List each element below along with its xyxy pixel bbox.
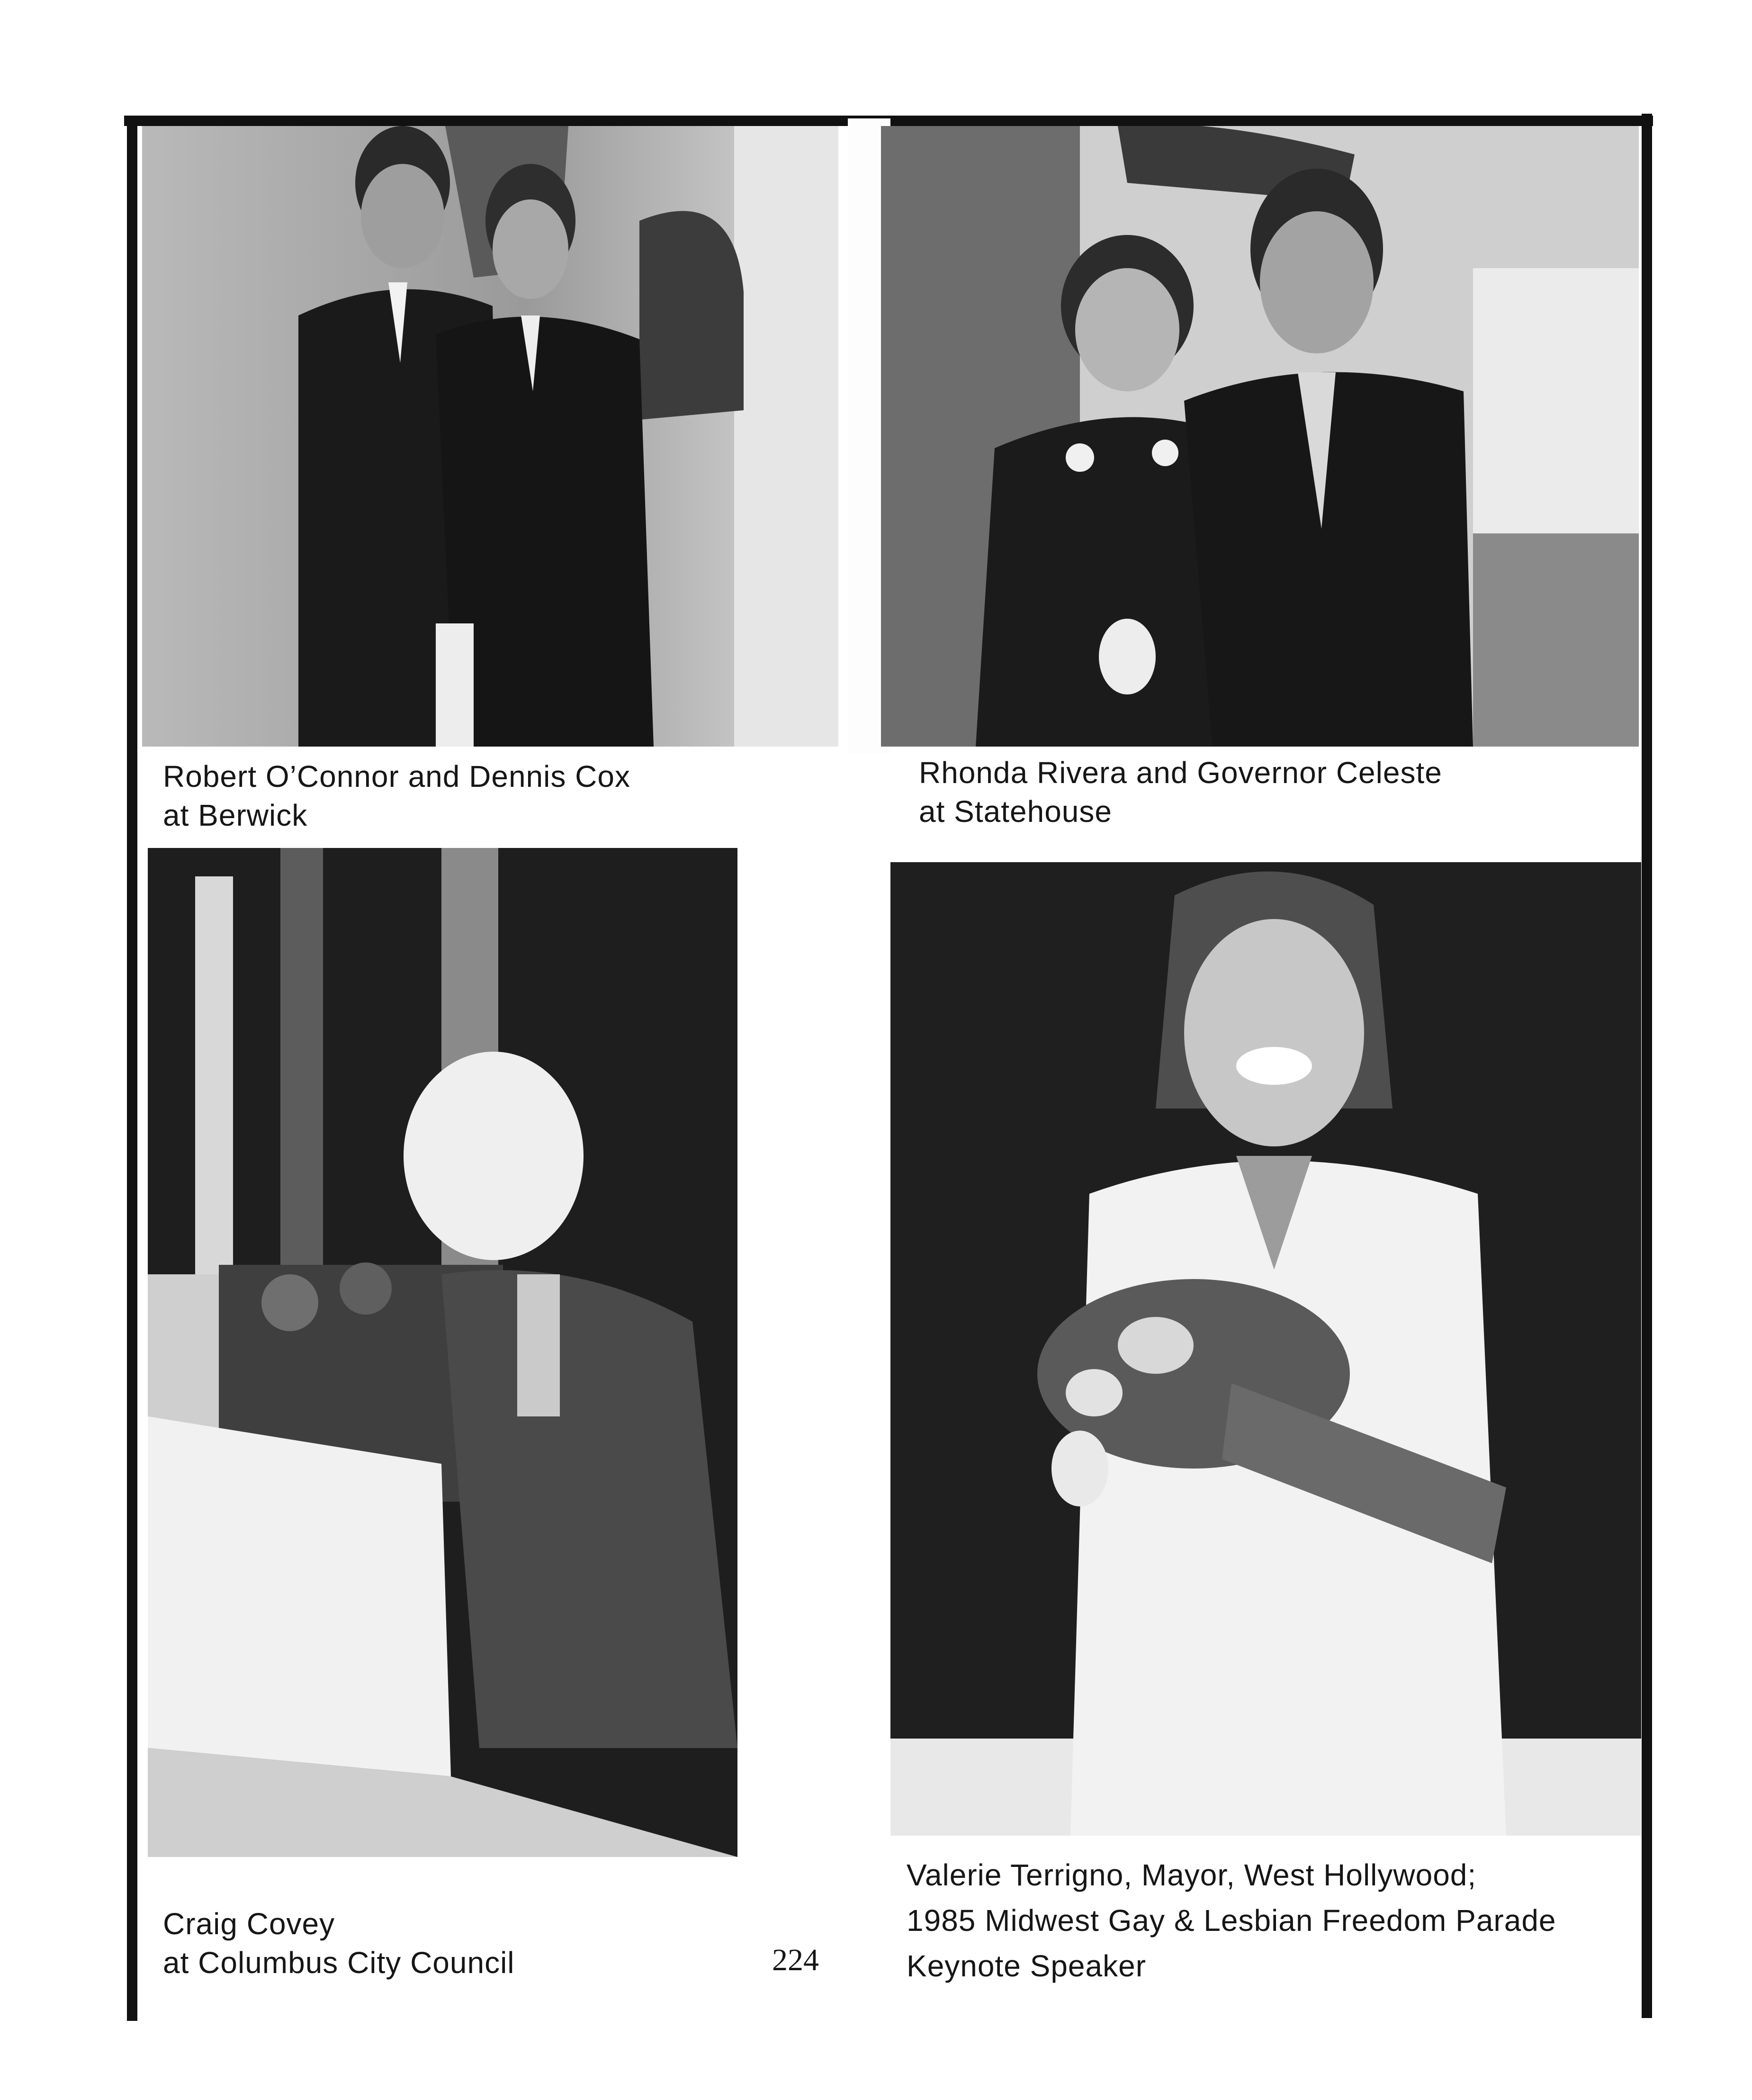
caption-line: 1985 Midwest Gay & Lesbian Freedom Parade xyxy=(907,1903,1556,1938)
frame-left-rule xyxy=(127,121,137,2021)
caption-top-left xyxy=(163,757,630,835)
photo-robert-oconnor-dennis-cox xyxy=(142,126,838,747)
caption-line: at Statehouse xyxy=(919,794,1112,829)
caption-bottom-right xyxy=(907,1852,1556,1989)
photo-valerie-terrigno xyxy=(890,862,1641,1836)
caption-line: Robert O’Connor and Dennis Cox xyxy=(163,759,630,793)
frame-right-rule xyxy=(1642,114,1652,2018)
caption-line: Keynote Speaker xyxy=(907,1949,1146,1983)
photo-rhonda-rivera-governor-celeste xyxy=(881,126,1639,747)
photo-craig-covey xyxy=(148,848,737,1857)
caption-line: at Columbus City Council xyxy=(163,1946,515,1980)
caption-bottom-left xyxy=(163,1904,515,1982)
caption-line: at Berwick xyxy=(163,798,308,832)
caption-line: Valerie Terrigno, Mayor, West Hollywood; xyxy=(907,1858,1477,1892)
caption-line: Rhonda Rivera and Governor Celeste xyxy=(919,756,1442,790)
page-number: 224 xyxy=(772,1943,819,1977)
caption-line: Craig Covey xyxy=(163,1907,335,1941)
caption-top-right xyxy=(919,753,1442,831)
